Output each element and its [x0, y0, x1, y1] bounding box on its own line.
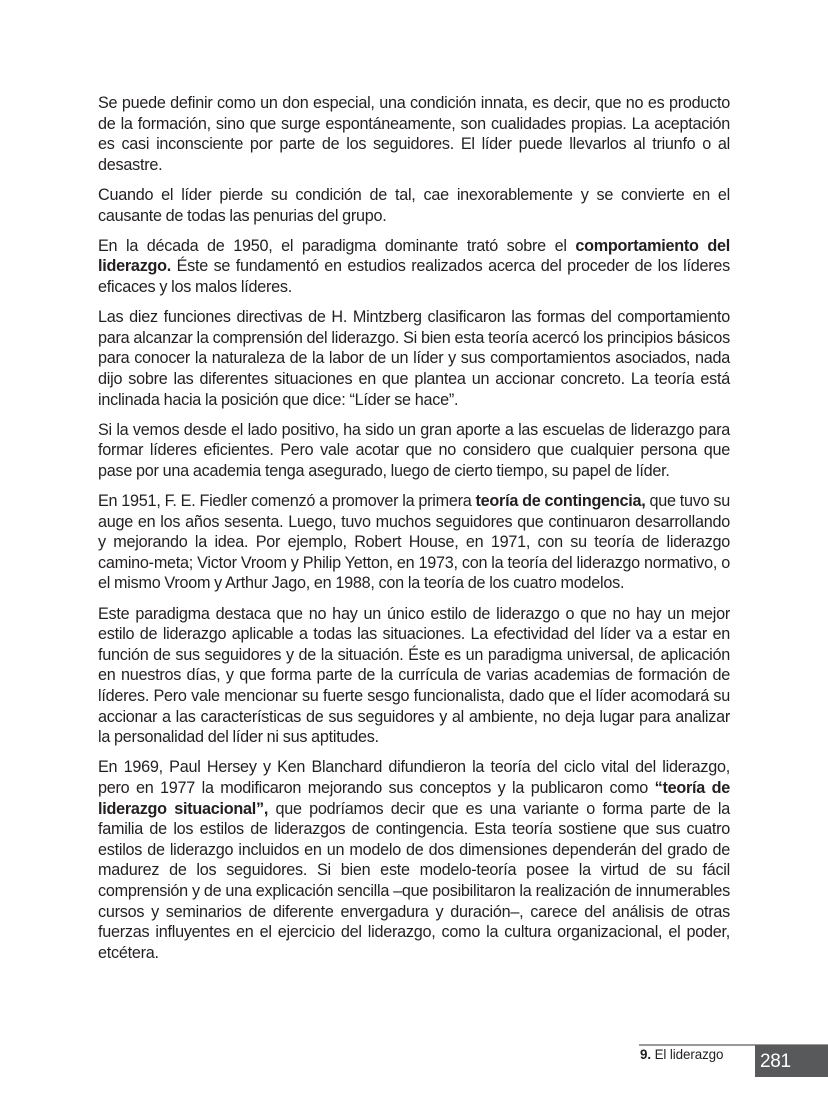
text-run: que tuvo su auge en los años sesenta. Luego, tuvo muchos seguidores que continuaron desarrollando y mejorando la idea. Por ejemplo, Robert House, en 1971, con su teoría de liderazgo camino-meta; Victor Vroom y Philip Yetton, en 1973, con la teoría del liderazgo normativo, o el mismo Vroom y Arthur Jago, en 1988, con la teoría de los cuatro modelos.: [98, 492, 731, 593]
chapter-number: 9.: [640, 1047, 651, 1062]
text-run: En 1951, F. E. Fiedler comenzó a promover la primera: [98, 492, 476, 511]
text-run: Este paradigma destaca que no hay un único estilo de liderazgo o que no hay un mejor estilo de liderazgo aplicable a todas las situaciones. La efectividad del líder va a estar en función de sus seguidores y de la situación. Éste es un paradigma universal, de aplicación en nuestros días, y que forma parte de la currícula de varias academias de formación de líderes. Pero vale mencionar su fuerte sesgo funcionalista, dado que el líder acomodará su accionar a las características de sus seguidores y al ambiente, no deja lugar para analizar la personalidad del líder ni sus aptitudes.: [98, 604, 730, 747]
text-run: En la década de 1950, el paradigma dominante trató sobre el: [98, 236, 576, 255]
paragraph: [98, 420, 730, 482]
paragraph: [98, 491, 730, 594]
body-text: [98, 93, 730, 973]
page-number: 281: [760, 1051, 791, 1072]
text-run: Si la vemos desde el lado positivo, ha sido un gran aporte a las escuelas de liderazgo para formar líderes eficientes. Pero vale acotar que no considero que cualquier persona que pase por una academia tenga asegurado, luego de cierto tiempo, su papel de líder.: [98, 420, 730, 480]
text-run: En 1969, Paul Hersey y Ken Blanchard difundieron la teoría del ciclo vital del liderazgo, pero en 1977 la modificaron mejorando sus conceptos y la publicaron como: [98, 758, 730, 797]
paragraph: [98, 604, 730, 748]
text-run: que podríamos decir que es una variante o forma parte de la familia de los estilos de liderazgos de contingencia. Esta teoría sostiene que sus cuatro estilos de liderazgo incluidos en un modelo de dos dimensiones dependerán del grado de madurez de los seguidores. Si bien este modelo-teoría posee la virtud de su fácil comprensión y de una explicación sencilla –que posibilitaron la realización de innumerables cursos y seminarios de diferente envergadura y duración–, carece del análisis de otras fuerzas influyentes en el ejercicio del liderazgo, como la cultura organizacional, el poder, etcétera.: [98, 799, 731, 962]
paragraph: [98, 185, 730, 226]
text-run: Se puede definir como un don especial, una condición innata, es decir, que no es producto de la formación, sino que surge espontáneamente, son cualidades propias. La aceptación es casi inconsciente por parte de los seguidores. El líder puede llevarlos al triunfo o al desastre.: [98, 94, 730, 174]
paragraph: [98, 307, 730, 410]
paragraph: [98, 93, 730, 175]
text-run: Cuando el líder pierde su condición de tal, cae inexorablemente y se convierte en el causante de todas las penurias del grupo.: [98, 185, 730, 225]
chapter-title: El liderazgo: [650, 1047, 724, 1062]
bold-term: “teoría de liderazgo situacional”,: [98, 778, 731, 818]
bold-term: teoría de contingencia,: [475, 492, 646, 511]
text-run: Las diez funciones directivas de H. Mintzberg clasificaron las formas del comportamiento para alcanzar la comprensión del liderazgo. Si bien esta teoría acercó los principios básicos para conocer la naturaleza de la labor de un líder y sus comportamientos asociados, nada dijo sobre las diferentes situaciones en que plantea un accionar concreto. La teoría está inclinada hacia la posición que dice: “Líder se hace”.: [98, 308, 730, 409]
paragraph: [98, 236, 730, 298]
paragraph: [98, 757, 730, 963]
bold-term: comportamiento del liderazgo.: [98, 236, 731, 276]
running-footer: [640, 1047, 723, 1063]
text-run: Éste se fundamentó en estudios realizados acerca del proceder de los líderes eficaces y los malos líderes.: [98, 257, 730, 296]
page-number-tab: [755, 1045, 828, 1077]
